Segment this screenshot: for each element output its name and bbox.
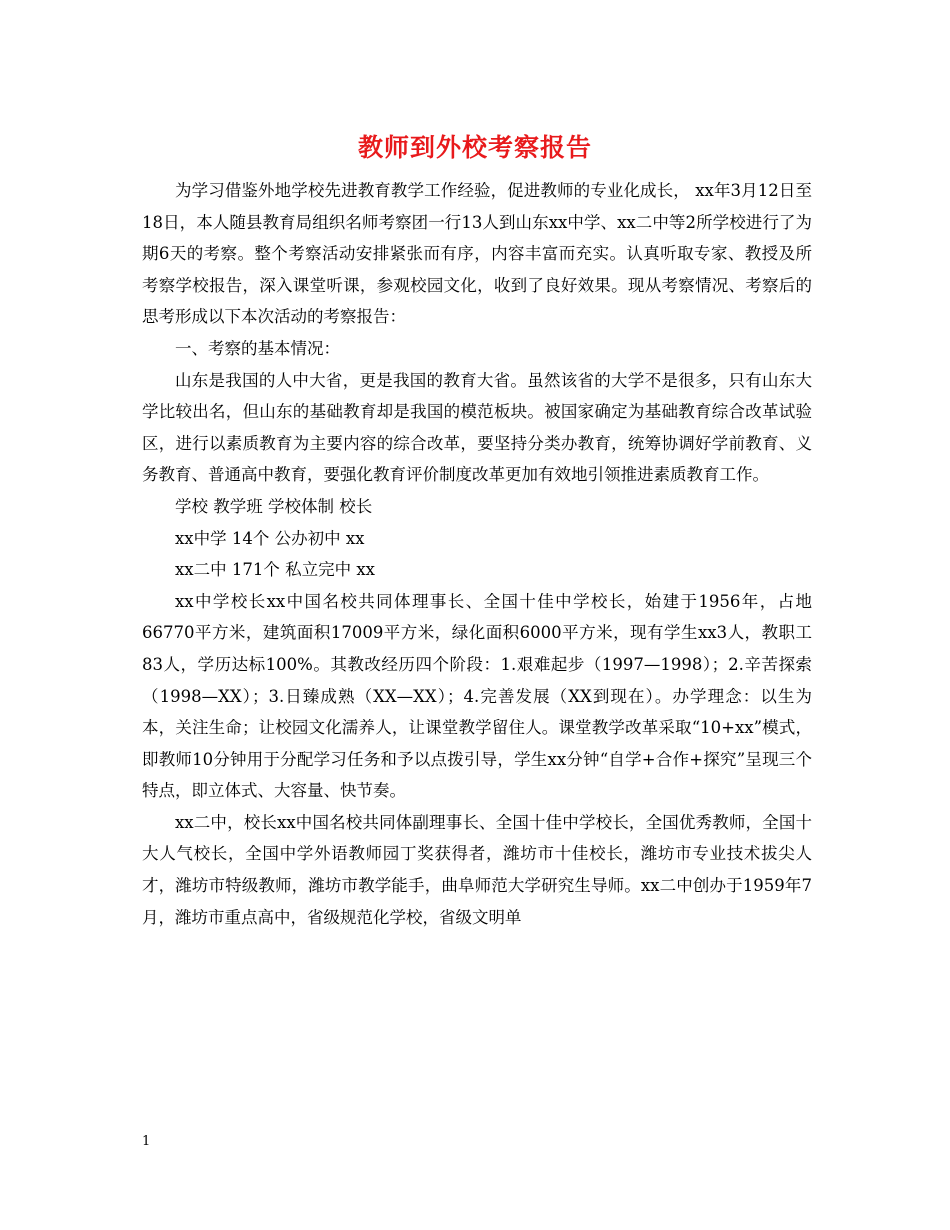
document-body (142, 175, 812, 933)
paragraph-school-two: xx二中，校长xx中国名校共同体副理事长、全国十佳中学校长，全国优秀教师，全国十大人气校长，全国中学外语教师园丁奖获得者，潍坊市十佳校长，潍坊市专业技术拔尖人才，潍坊市特级教师，潍坊市教学能手，曲阜师范大学研究生导师。xx二中创办于1959年7月，潍坊市重点高中，省级规范化学校，省级文明单 (142, 812, 812, 927)
school-table-row: xx中学 14个 公办初中 xx (175, 528, 365, 548)
section-heading-basic-situation: 一、考察的基本情况： (175, 338, 340, 358)
paragraph-shandong: 山东是我国的人中大省，更是我国的教育大省。虽然该省的大学不是很多，只有山东大学比较出名，但山东的基础教育却是我国的模范板块。被国家确定为基础教育综合改革试验区，进行以素质教育为主要内容的综合改革，要坚持分类办教育，统筹协调好学前教育、义务教育、普通高中教育，要强化教育评价制度改革更加有效地引领推进素质教育工作。 (142, 370, 812, 485)
paragraph-intro: 为学习借鉴外地学校先进教育教学工作经验，促进教师的专业化成长， xx年3月12日至18日，本人随县教育局组织名师考察团一行13人到山东xx中学、xx二中等2所学校进行了为期6天的考察。整个考察活动安排紧张而有序，内容丰富而充实。认真听取专家、教授及所考察学校报告，深入课堂听课，参观校园文化，收到了良好效果。现从考察情况、考察后的思考形成以下本次活动的考察报告： (142, 181, 812, 327)
page-number: 1 (142, 1134, 151, 1149)
school-table-header: 学校 教学班 学校体制 校长 (175, 496, 373, 516)
school-table-row: xx二中 171个 私立完中 xx (175, 560, 375, 580)
document-title: 教师到外校考察报告 (357, 133, 592, 162)
paragraph-school-one: xx中学校长xx中国名校共同体理事长、全国十佳中学校长，始建于1956年，占地66770平方米，建筑面积17009平方米，绿化面积6000平方米，现有学生xx3人，教职工83人，学历达标100%。其教改经历四个阶段：1.艰难起步（1997—1998）；2.辛苦探索（1998—XX）；3.日臻成熟（XX—XX）；4.完善发展（XX到现在）。办学理念：以生为本，关注生命；让校园文化濡养人，让课堂教学留住人。课堂教学改革采取“10+xx”模式，即教师10分钟用于分配学习任务和予以点拨引导，学生xx分钟“自学+合作+探究”呈现三个特点，即立体式、大容量、快节奏。 (142, 591, 812, 801)
